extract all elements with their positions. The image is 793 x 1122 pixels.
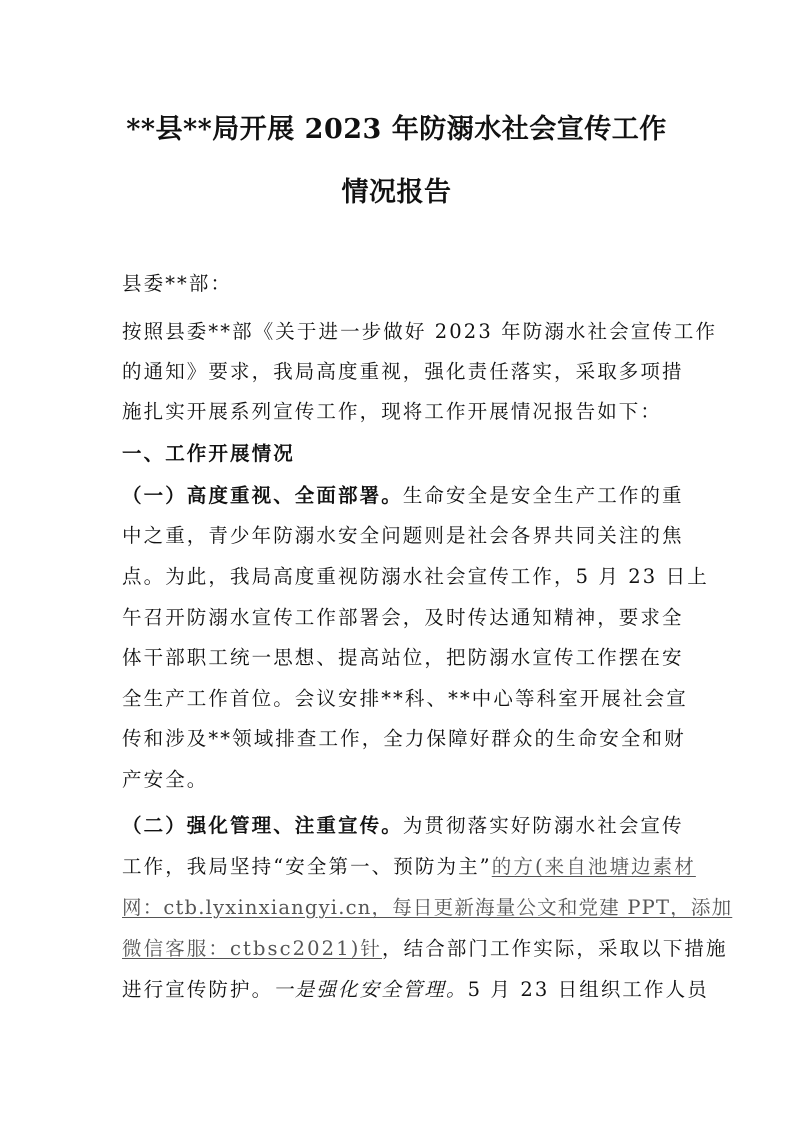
- part2-line-1: [122, 810, 682, 838]
- intro-line-1: 按照县委**部《关于进一步做好 2023 年防溺水社会宣传工作: [122, 320, 718, 343]
- part1-line-4: 午召开防溺水宣传工作部署会，及时传达通知精神，要求全: [122, 606, 684, 629]
- part2-line-2-text: 工作，我局坚持“安全第一、预防为主”: [122, 855, 492, 878]
- part2-line-4-text: ，结合部门工作实际，采取以下措施: [382, 937, 728, 960]
- part1-line-2: 中之重，青少年防溺水安全问题则是社会各界共同关注的焦: [122, 524, 684, 547]
- part2-line-1-text: 为贯彻落实好防溺水社会宣传: [402, 814, 684, 837]
- part1-line-1: [122, 480, 682, 508]
- part2-line-5-text-c: 5 月 23 日组织工作人员: [467, 978, 709, 1001]
- intro-line-2: 的通知》要求，我局高度重视，强化责任落实，采取多项措: [122, 360, 684, 383]
- source-link-part-3[interactable]: 微信客服：ctbsc2021)针: [122, 937, 383, 960]
- part2-line-5-text-a: 进行宣传防护。: [122, 978, 274, 1001]
- part2-line-5: [122, 974, 709, 1002]
- part1-line-1-text: 生命安全是安全生产工作的重: [402, 484, 684, 507]
- intro-line-3: 施扎实开展系列宣传工作，现将工作开展情况报告如下：: [122, 400, 663, 423]
- part1-lead: （一）高度重视、全面部署。: [122, 484, 403, 507]
- part1-line-5: 体干部职工统一思想、提高站位，把防溺水宣传工作摆在安: [122, 646, 684, 669]
- part1-line-6: 全生产工作首位。会议安排**科、**中心等科室开展社会宣: [122, 687, 688, 710]
- document-title-line-2: 情况报告: [341, 177, 452, 208]
- part2-emphasis: 一是强化安全管理。: [273, 978, 468, 1001]
- part2-lead: （二）强化管理、注重宣传。: [122, 814, 403, 837]
- part2-line-4: [122, 933, 728, 961]
- part2-line-2: [122, 851, 696, 879]
- section-heading: 一、工作开展情况: [122, 442, 295, 465]
- source-link-part-2[interactable]: 网：ctb.lyxinxiangyi.cn，每日更新海量公文和党建 PPT，添加: [122, 896, 733, 919]
- part1-line-3: 点。为此，我局高度重视防溺水社会宣传工作，5 月 23 日上: [122, 565, 709, 588]
- salutation: 县委**部：: [122, 272, 233, 295]
- source-link-part-1[interactable]: 的方(来自池塘边素材: [491, 855, 696, 878]
- document-title-line-1: **县**局开展 2023 年防溺水社会宣传工作: [126, 114, 667, 145]
- part1-line-7: 传和涉及**领域排查工作，全力保障好群众的生命安全和财: [122, 727, 686, 750]
- part1-line-8: 产安全。: [122, 768, 209, 791]
